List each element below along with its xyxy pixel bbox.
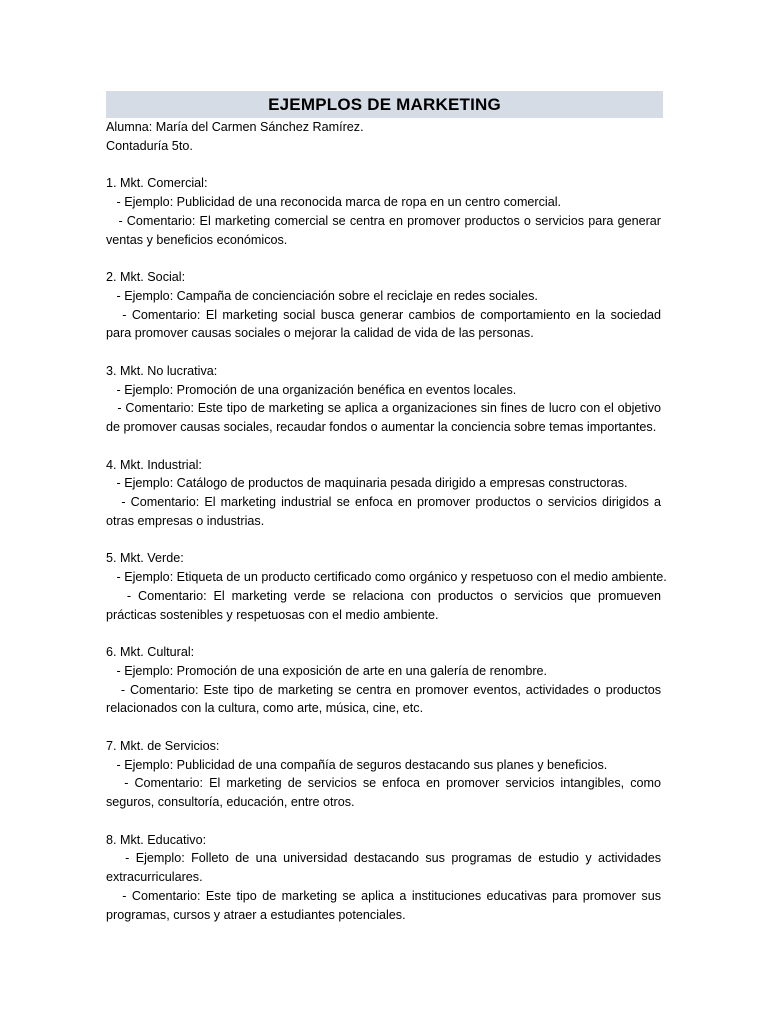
document-body: [106, 118, 667, 924]
section-example: - Ejemplo: Publicidad de una reconocida marca de ropa en un centro comercial.: [106, 195, 562, 209]
section-comment: - Comentario: El marketing de servicios se enfoca en promover servicios intangibles, como seguros, consultoría, educación, entre otros.: [106, 776, 665, 809]
spacer: [106, 718, 661, 737]
section-comment: - Comentario: Este tipo de marketing se aplica a organizaciones sin fines de lucro con el objetivo de promover causas sociales, recaudar fondos o aumentar la conciencia sobre temas importantes.: [106, 401, 665, 434]
spacer: [106, 343, 661, 362]
section-example: - Ejemplo: Etiqueta de un producto certificado como orgánico y respetuoso con el medio ambiente.: [106, 570, 667, 584]
title-banner: [106, 91, 663, 118]
section-example: - Ejemplo: Catálogo de productos de maquinaria pesada dirigido a empresas constructoras.: [106, 476, 628, 491]
section-heading: 7. Mkt. de Servicios:: [106, 738, 220, 753]
section-comment: - Comentario: Este tipo de marketing se centra en promover eventos, actividades o productos relacionados con la cultura, como arte, música, cine, etc.: [106, 682, 665, 716]
section-example: - Ejemplo: Folleto de una universidad destacando sus programas de estudio y actividades extracurriculares.: [106, 851, 665, 884]
section-comment: - Comentario: Este tipo de marketing se aplica a instituciones educativas para promover sus programas, cursos y atraer a estudiantes potenciales.: [106, 888, 665, 922]
spacer: [106, 437, 661, 456]
student-name: Alumna: María del Carmen Sánchez Ramírez.: [106, 120, 364, 134]
document-title: EJEMPLOS DE MARKETING: [268, 94, 501, 114]
section-heading: 1. Mkt. Comercial:: [106, 176, 208, 191]
spacer: [106, 531, 661, 550]
section-heading: 3. Mkt. No lucrativa:: [106, 363, 218, 378]
section-heading: 8. Mkt. Educativo:: [106, 832, 207, 847]
course-name: Contaduría 5to.: [106, 138, 193, 153]
section-heading: 6. Mkt. Cultural:: [106, 645, 195, 659]
section-comment: - Comentario: El marketing comercial se centra en promover productos o servicios para generar ventas y beneficios económicos.: [106, 213, 665, 247]
spacer: [106, 812, 661, 831]
section-comment: - Comentario: El marketing verde se relaciona con productos o servicios que promueven prácticas sostenibles y respetuosas con el medio ambiente.: [106, 588, 665, 622]
section-example: - Ejemplo: Promoción de una exposición de arte en una galería de renombre.: [106, 663, 548, 678]
spacer: [106, 156, 661, 175]
section-heading: 2. Mkt. Social:: [106, 270, 186, 284]
section-comment: - Comentario: El marketing social busca generar cambios de comportamiento en la sociedad para promover causas sociales o mejorar la calidad de vida de las personas.: [106, 307, 665, 341]
section-example: - Ejemplo: Promoción de una organización benéfica en eventos locales.: [106, 382, 517, 397]
section-heading: 5. Mkt. Verde:: [106, 551, 184, 566]
spacer: [106, 624, 661, 643]
section-example: - Ejemplo: Publicidad de una compañía de seguros destacando sus planes y beneficios.: [106, 757, 608, 772]
section-example: - Ejemplo: Campaña de concienciación sobre el reciclaje en redes sociales.: [106, 288, 538, 303]
spacer: [106, 249, 661, 268]
section-comment: - Comentario: El marketing industrial se enfoca en promover productos o servicios dirigidos a otras empresas o industrias.: [106, 495, 665, 528]
section-heading: 4. Mkt. Industrial:: [106, 457, 202, 472]
